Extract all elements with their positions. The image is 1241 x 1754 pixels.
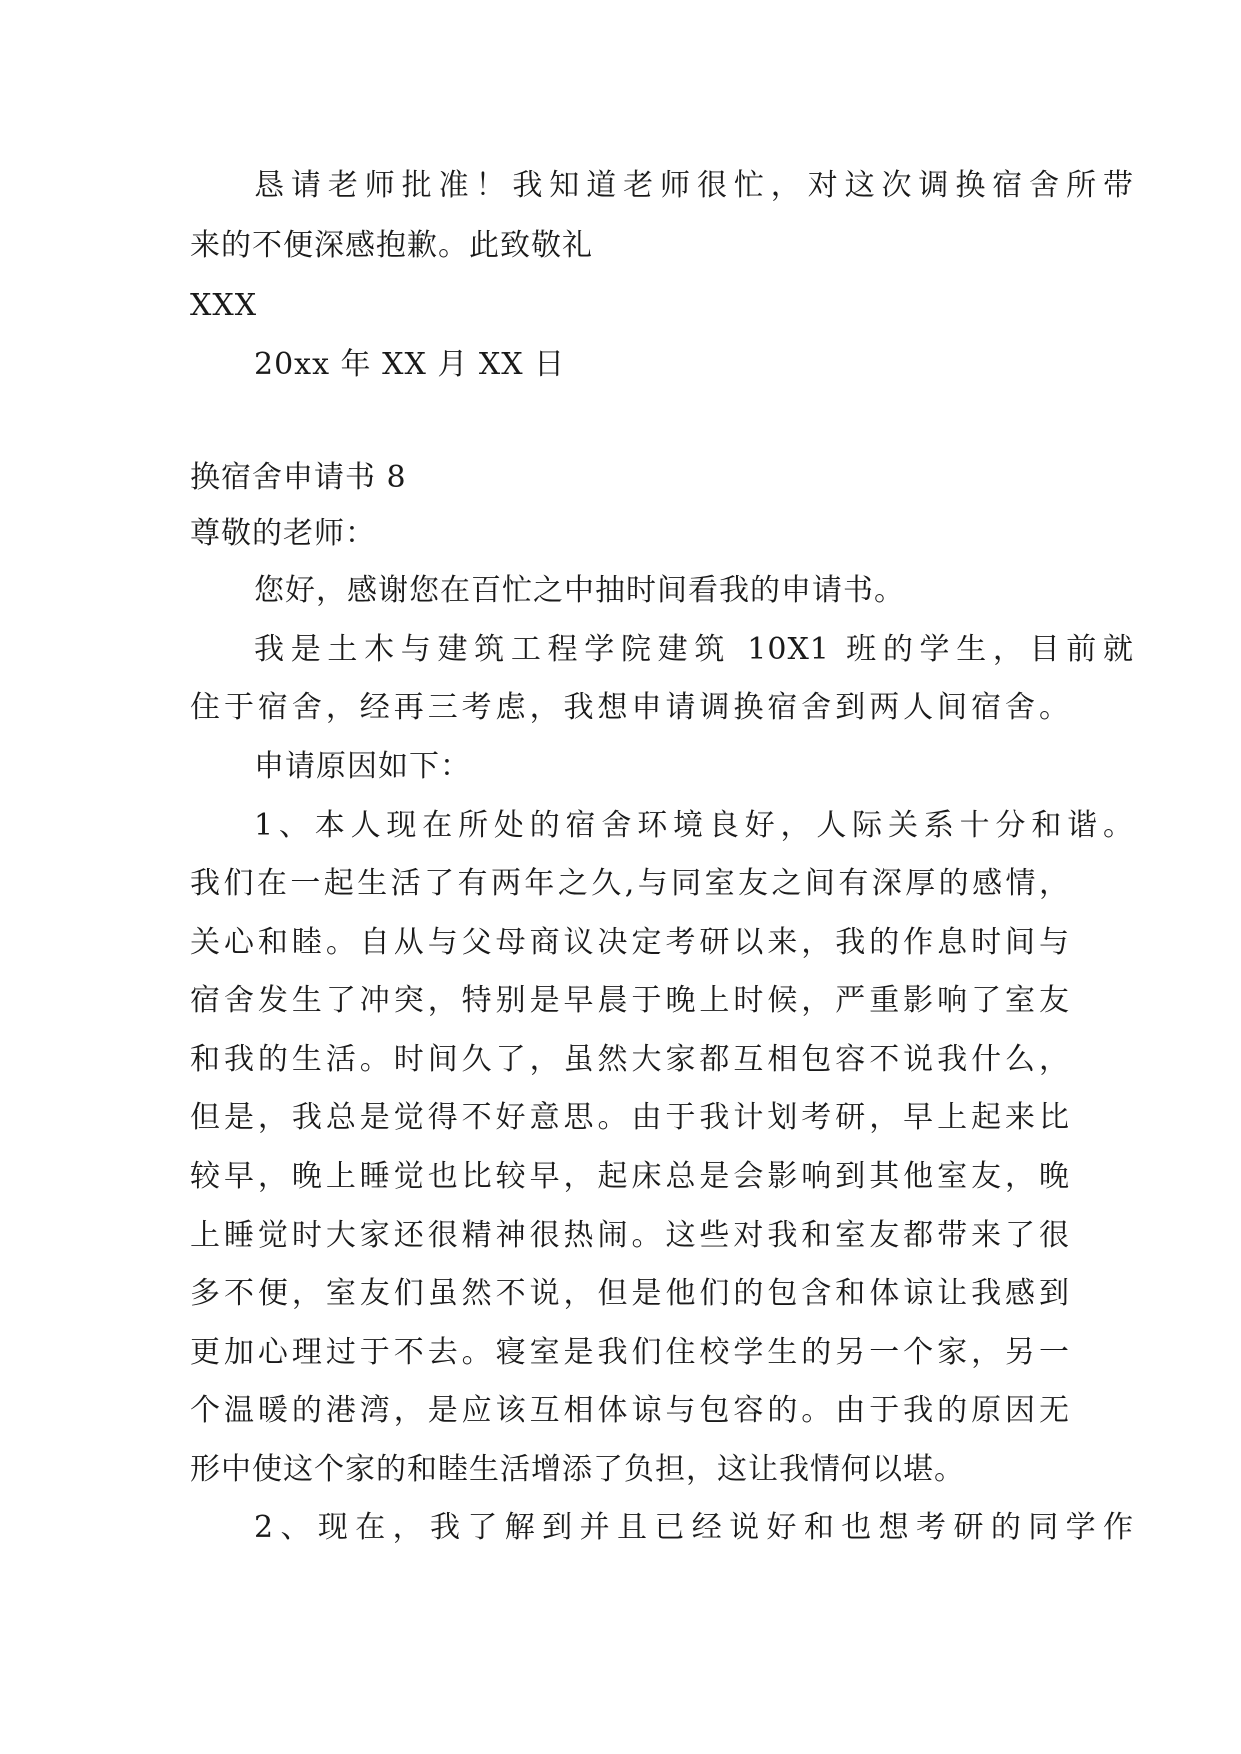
signature: XXX — [190, 288, 258, 323]
reason1-line: 宿舍发生了冲突，特别是早晨于晚上时候，严重影响了室友 — [190, 983, 1070, 1018]
section-title: 换宿舍申请书 8 — [190, 460, 407, 495]
greeting-paragraph: 您好，感谢您在百忙之中抽时间看我的申请书。 — [254, 573, 905, 608]
reason1-line: 但是，我总是觉得不好意思。由于我计划考研，早上起来比 — [190, 1100, 1070, 1135]
reason1-line: 更加心理过于不去。寝室是我们住校学生的另一个家，另一 — [190, 1335, 1070, 1370]
reason1-line: 和我的生活。时间久了，虽然大家都互相包容不说我什么， — [190, 1042, 1070, 1077]
reason1-line: 较早，晚上睡觉也比较早，起床总是会影响到其他室友，晚 — [190, 1159, 1070, 1194]
salutation: 尊敬的老师： — [190, 516, 376, 551]
intro-line-1: 我是土木与建筑工程学院建筑 10X1 班的学生，目前就 — [254, 632, 1134, 667]
reason1-line: 多不便，室友们虽然不说，但是他们的包含和体谅让我感到 — [190, 1276, 1070, 1311]
reason1-line: 1、本人现在所处的宿舍环境良好，人际关系十分和谐。 — [254, 808, 1134, 843]
closing-line-2: 来的不便深感抱歉。此致敬礼 — [190, 228, 593, 263]
reason1-line: 上睡觉时大家还很精神很热闹。这些对我和室友都带来了很 — [190, 1218, 1070, 1253]
reasons-heading: 申请原因如下： — [254, 749, 471, 784]
reason1-line: 我们在一起生活了有两年之久,与同室友之间有深厚的感情， — [190, 866, 1070, 901]
date-line: 20xx 年 XX 月 XX 日 — [254, 347, 566, 382]
reason2-line: 2、现在，我了解到并且已经说好和也想考研的同学作 — [254, 1510, 1134, 1545]
reason1-line: 关心和睦。自从与父母商议决定考研以来，我的作息时间与 — [190, 925, 1070, 960]
closing-line-1: 恳请老师批准！我知道老师很忙，对这次调换宿舍所带 — [254, 168, 1134, 203]
intro-line-2: 住于宿舍，经再三考虑，我想申请调换宿舍到两人间宿舍。 — [190, 690, 1070, 725]
reason1-line: 形中使这个家的和睦生活增添了负担，这让我情何以堪。 — [190, 1452, 965, 1487]
reason1-line: 个温暖的港湾，是应该互相体谅与包容的。由于我的原因无 — [190, 1393, 1070, 1428]
